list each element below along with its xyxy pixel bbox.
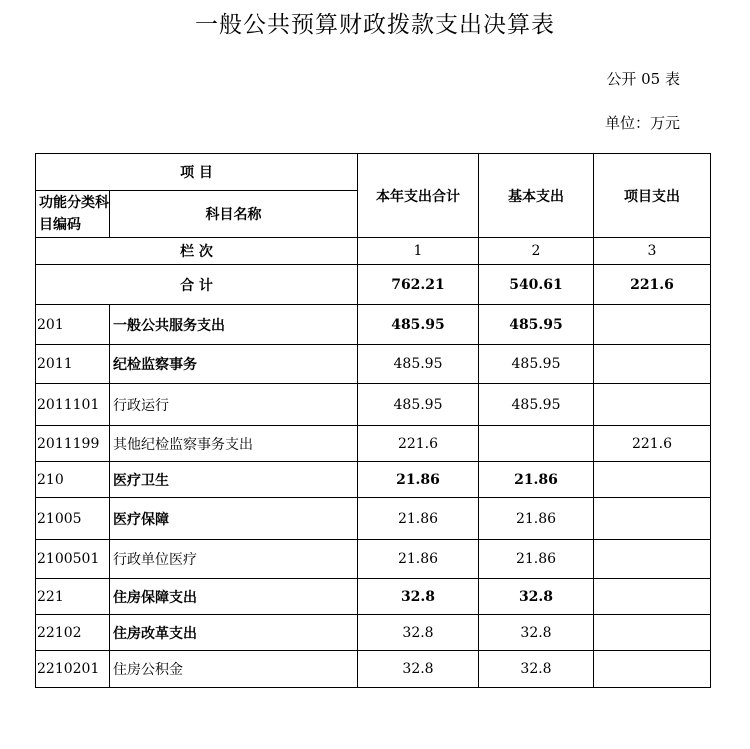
sum-label: 合 计: [36, 265, 358, 305]
header-name-label: 科目名称: [110, 191, 358, 238]
column-number-row: [36, 238, 711, 265]
row-basic: 32.8: [479, 615, 594, 651]
table-row: [36, 426, 711, 462]
header-col-total: 本年支出合计: [358, 154, 479, 238]
table-row: [36, 462, 711, 498]
column-number-1: 1: [358, 238, 479, 265]
row-name: 行政运行: [110, 384, 358, 426]
row-basic: 485.95: [479, 384, 594, 426]
row-code: 210: [36, 462, 110, 498]
header-col-basic: 基本支出: [479, 154, 594, 238]
row-total: 21.86: [358, 498, 479, 540]
row-basic: 485.95: [479, 345, 594, 384]
row-basic: 21.86: [479, 498, 594, 540]
row-total: 485.95: [358, 305, 479, 345]
expenditure-table: [35, 153, 711, 688]
row-project: [594, 384, 711, 426]
row-name: 医疗卫生: [110, 462, 358, 498]
header-project: 项 目: [36, 154, 358, 191]
column-row-label: 栏 次: [36, 238, 358, 265]
form-number: 公开 05 表: [606, 70, 680, 88]
row-project: [594, 540, 711, 579]
sum-total: 762.21: [358, 265, 479, 305]
row-project: [594, 462, 711, 498]
row-code: 22102: [36, 615, 110, 651]
row-name: 住房保障支出: [110, 579, 358, 615]
row-total: 32.8: [358, 651, 479, 688]
row-name: 住房公积金: [110, 651, 358, 688]
sum-row: [36, 265, 711, 305]
row-name: 一般公共服务支出: [110, 305, 358, 345]
row-project: [594, 579, 711, 615]
table-row: [36, 498, 711, 540]
row-basic: 485.95: [479, 305, 594, 345]
column-number-3: 3: [594, 238, 711, 265]
row-name: 纪检监察事务: [110, 345, 358, 384]
row-project: 221.6: [594, 426, 711, 462]
row-total: 32.8: [358, 615, 479, 651]
row-project: [594, 615, 711, 651]
table-row: [36, 305, 711, 345]
row-name: 其他纪检监察事务支出: [110, 426, 358, 462]
table-row: [36, 384, 711, 426]
header-col-project: 项目支出: [594, 154, 711, 238]
table-row: [36, 615, 711, 651]
unit-label: 单位：万元: [604, 114, 680, 132]
row-project: [594, 305, 711, 345]
row-total: 21.86: [358, 540, 479, 579]
row-name: 医疗保障: [110, 498, 358, 540]
column-number-2: 2: [479, 238, 594, 265]
table-row: [36, 345, 711, 384]
row-basic: 21.86: [479, 540, 594, 579]
table-row: [36, 579, 711, 615]
row-total: 221.6: [358, 426, 479, 462]
row-total: 485.95: [358, 345, 479, 384]
row-code: 2100501: [36, 540, 110, 579]
row-project: [594, 651, 711, 688]
row-total: 32.8: [358, 579, 479, 615]
header-row-project: [36, 154, 711, 191]
sum-project: 221.6: [594, 265, 711, 305]
row-code: 2011101: [36, 384, 110, 426]
row-code: 2011: [36, 345, 110, 384]
row-code: 21005: [36, 498, 110, 540]
row-project: [594, 345, 711, 384]
row-basic: 32.8: [479, 579, 594, 615]
row-total: 485.95: [358, 384, 479, 426]
row-name: 行政单位医疗: [110, 540, 358, 579]
row-code: 2011199: [36, 426, 110, 462]
page-title: 一般公共预算财政拨款支出决算表: [195, 12, 555, 38]
row-project: [594, 498, 711, 540]
sum-basic: 540.61: [479, 265, 594, 305]
row-basic: 32.8: [479, 651, 594, 688]
row-total: 21.86: [358, 462, 479, 498]
header-code-label: 功能分类科目编码: [36, 191, 110, 238]
row-code: 221: [36, 579, 110, 615]
row-name: 住房改革支出: [110, 615, 358, 651]
row-basic: [479, 426, 594, 462]
row-basic: 21.86: [479, 462, 594, 498]
row-code: 201: [36, 305, 110, 345]
row-code: 2210201: [36, 651, 110, 688]
table-row: [36, 540, 711, 579]
table-row: [36, 651, 711, 688]
